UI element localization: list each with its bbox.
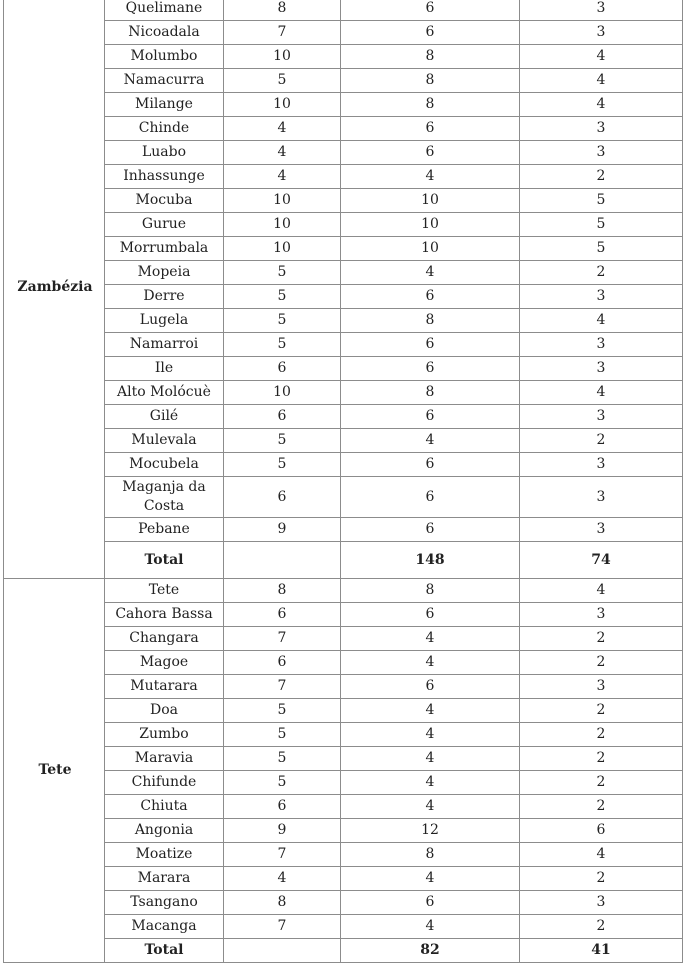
value-cell: 7 <box>224 915 341 939</box>
value-cell: 4 <box>224 165 341 189</box>
value-cell: 6 <box>341 21 520 45</box>
value-cell: 7 <box>224 627 341 651</box>
district-cell: Maganja da Costa <box>105 477 224 518</box>
value-cell: 9 <box>224 819 341 843</box>
table-row <box>4 237 683 261</box>
value-cell: 4 <box>341 915 520 939</box>
value-cell: 6 <box>341 477 520 518</box>
district-cell: Molumbo <box>105 45 224 69</box>
total-value: 41 <box>520 939 683 963</box>
total-value <box>224 939 341 963</box>
value-cell: 3 <box>520 453 683 477</box>
value-cell: 10 <box>224 93 341 117</box>
district-cell: Milange <box>105 93 224 117</box>
value-cell: 2 <box>520 747 683 771</box>
value-cell: 2 <box>520 699 683 723</box>
value-cell: 10 <box>224 45 341 69</box>
table-row <box>4 69 683 93</box>
value-cell: 4 <box>520 309 683 333</box>
district-cell: Namarroi <box>105 333 224 357</box>
table-row <box>4 333 683 357</box>
value-cell: 5 <box>224 453 341 477</box>
district-cell: Moatize <box>105 843 224 867</box>
value-cell: 5 <box>520 189 683 213</box>
district-cell: Namacurra <box>105 69 224 93</box>
value-cell: 2 <box>520 795 683 819</box>
value-cell: 4 <box>341 165 520 189</box>
value-cell: 4 <box>341 723 520 747</box>
district-cell: Gilé <box>105 405 224 429</box>
value-cell: 5 <box>224 333 341 357</box>
value-cell: 5 <box>224 429 341 453</box>
table-row <box>4 261 683 285</box>
value-cell: 6 <box>224 795 341 819</box>
table-row <box>4 603 683 627</box>
value-cell: 5 <box>224 723 341 747</box>
value-cell: 2 <box>520 915 683 939</box>
value-cell: 6 <box>224 603 341 627</box>
district-cell: Angonia <box>105 819 224 843</box>
value-cell: 6 <box>341 405 520 429</box>
value-cell: 4 <box>341 867 520 891</box>
value-cell: 5 <box>520 237 683 261</box>
value-cell: 10 <box>224 189 341 213</box>
value-cell: 3 <box>520 477 683 518</box>
value-cell: 4 <box>341 627 520 651</box>
table-row <box>4 453 683 477</box>
value-cell: 4 <box>520 45 683 69</box>
value-cell: 6 <box>341 285 520 309</box>
value-cell: 6 <box>341 891 520 915</box>
value-cell: 5 <box>224 747 341 771</box>
value-cell: 8 <box>341 69 520 93</box>
table-row <box>4 518 683 542</box>
district-cell: Cahora Bassa <box>105 603 224 627</box>
value-cell: 8 <box>224 579 341 603</box>
value-cell: 4 <box>520 381 683 405</box>
district-cell: Mutarara <box>105 675 224 699</box>
district-cell: Morrumbala <box>105 237 224 261</box>
value-cell: 6 <box>341 141 520 165</box>
value-cell: 4 <box>520 93 683 117</box>
value-cell: 4 <box>520 579 683 603</box>
value-cell: 8 <box>341 579 520 603</box>
district-cell: Chiuta <box>105 795 224 819</box>
table-row <box>4 819 683 843</box>
value-cell: 6 <box>224 405 341 429</box>
district-cell: Luabo <box>105 141 224 165</box>
district-cell: Gurue <box>105 213 224 237</box>
table-row <box>4 795 683 819</box>
district-cell: Lugela <box>105 309 224 333</box>
value-cell: 3 <box>520 603 683 627</box>
value-cell: 8 <box>341 843 520 867</box>
value-cell: 4 <box>341 771 520 795</box>
table-row <box>4 627 683 651</box>
district-cell: Quelimane <box>105 0 224 21</box>
table-row <box>4 21 683 45</box>
table-row <box>4 357 683 381</box>
value-cell: 2 <box>520 165 683 189</box>
value-cell: 3 <box>520 675 683 699</box>
value-cell: 8 <box>224 891 341 915</box>
value-cell: 4 <box>520 69 683 93</box>
value-cell: 3 <box>520 141 683 165</box>
value-cell: 3 <box>520 117 683 141</box>
value-cell: 6 <box>341 453 520 477</box>
value-cell: 4 <box>341 429 520 453</box>
district-cell: Chifunde <box>105 771 224 795</box>
table-row <box>4 747 683 771</box>
value-cell: 9 <box>224 518 341 542</box>
value-cell: 3 <box>520 405 683 429</box>
value-cell: 7 <box>224 675 341 699</box>
table-row <box>4 117 683 141</box>
table-row <box>4 141 683 165</box>
value-cell: 6 <box>224 651 341 675</box>
table-row <box>4 45 683 69</box>
value-cell: 4 <box>341 795 520 819</box>
value-cell: 10 <box>341 237 520 261</box>
value-cell: 6 <box>520 819 683 843</box>
value-cell: 4 <box>341 747 520 771</box>
district-cell: Pebane <box>105 518 224 542</box>
district-cell: Alto Molócuè <box>105 381 224 405</box>
district-cell: Marara <box>105 867 224 891</box>
value-cell: 7 <box>224 843 341 867</box>
value-cell: 6 <box>341 0 520 21</box>
value-cell: 4 <box>341 261 520 285</box>
table-row <box>4 867 683 891</box>
table-row <box>4 723 683 747</box>
value-cell: 2 <box>520 723 683 747</box>
total-value: 148 <box>341 542 520 579</box>
value-cell: 6 <box>341 603 520 627</box>
table-row <box>4 771 683 795</box>
table-row <box>4 675 683 699</box>
value-cell: 12 <box>341 819 520 843</box>
value-cell: 5 <box>520 213 683 237</box>
value-cell: 2 <box>520 651 683 675</box>
table-row <box>4 213 683 237</box>
district-cell: Derre <box>105 285 224 309</box>
value-cell: 10 <box>224 213 341 237</box>
province-cell: Zambézia <box>4 0 105 579</box>
value-cell: 5 <box>224 771 341 795</box>
value-cell: 6 <box>341 117 520 141</box>
value-cell: 2 <box>520 261 683 285</box>
table-row <box>4 477 683 518</box>
district-cell: Mopeia <box>105 261 224 285</box>
value-cell: 6 <box>224 357 341 381</box>
value-cell: 6 <box>341 333 520 357</box>
value-cell: 3 <box>520 285 683 309</box>
value-cell: 4 <box>224 141 341 165</box>
value-cell: 4 <box>224 867 341 891</box>
district-cell: Doa <box>105 699 224 723</box>
district-cell: Mulevala <box>105 429 224 453</box>
total-label: Total <box>105 542 224 579</box>
value-cell: 4 <box>341 651 520 675</box>
value-cell: 2 <box>520 771 683 795</box>
table-row <box>4 165 683 189</box>
district-cell: Ile <box>105 357 224 381</box>
value-cell: 2 <box>520 867 683 891</box>
district-cell: Mocuba <box>105 189 224 213</box>
total-label: Total <box>105 939 224 963</box>
table-row <box>4 285 683 309</box>
value-cell: 4 <box>224 117 341 141</box>
value-cell: 4 <box>341 699 520 723</box>
table-row <box>4 93 683 117</box>
value-cell: 7 <box>224 21 341 45</box>
district-cell: Macanga <box>105 915 224 939</box>
value-cell: 10 <box>224 237 341 261</box>
total-value: 74 <box>520 542 683 579</box>
value-cell: 10 <box>341 213 520 237</box>
value-cell: 2 <box>520 429 683 453</box>
value-cell: 6 <box>341 675 520 699</box>
value-cell: 6 <box>224 477 341 518</box>
value-cell: 10 <box>224 381 341 405</box>
table-row <box>4 843 683 867</box>
table-row <box>4 579 683 603</box>
value-cell: 2 <box>520 627 683 651</box>
table-row <box>4 891 683 915</box>
value-cell: 6 <box>341 518 520 542</box>
value-cell: 3 <box>520 357 683 381</box>
table-row <box>4 0 683 21</box>
table-row <box>4 381 683 405</box>
district-cell: Tete <box>105 579 224 603</box>
district-table <box>3 0 683 963</box>
table-row <box>4 429 683 453</box>
district-cell: Maravia <box>105 747 224 771</box>
district-cell: Nicoadala <box>105 21 224 45</box>
value-cell: 5 <box>224 261 341 285</box>
district-cell: Chinde <box>105 117 224 141</box>
value-cell: 5 <box>224 285 341 309</box>
value-cell: 10 <box>341 189 520 213</box>
table-row <box>4 309 683 333</box>
value-cell: 8 <box>341 93 520 117</box>
total-row <box>4 939 683 963</box>
table-row <box>4 651 683 675</box>
value-cell: 3 <box>520 21 683 45</box>
table-row <box>4 915 683 939</box>
district-cell: Tsangano <box>105 891 224 915</box>
value-cell: 8 <box>341 45 520 69</box>
value-cell: 5 <box>224 309 341 333</box>
value-cell: 8 <box>341 381 520 405</box>
total-value: 82 <box>341 939 520 963</box>
value-cell: 8 <box>224 0 341 21</box>
district-cell: Changara <box>105 627 224 651</box>
table-row <box>4 405 683 429</box>
total-row <box>4 542 683 579</box>
table-row <box>4 699 683 723</box>
district-cell: Zumbo <box>105 723 224 747</box>
value-cell: 5 <box>224 699 341 723</box>
district-cell: Magoe <box>105 651 224 675</box>
district-cell: Inhassunge <box>105 165 224 189</box>
value-cell: 3 <box>520 0 683 21</box>
value-cell: 6 <box>341 357 520 381</box>
value-cell: 8 <box>341 309 520 333</box>
province-cell: Tete <box>4 579 105 963</box>
district-cell: Mocubela <box>105 453 224 477</box>
value-cell: 3 <box>520 333 683 357</box>
value-cell: 4 <box>520 843 683 867</box>
value-cell: 3 <box>520 518 683 542</box>
total-value <box>224 542 341 579</box>
table-body <box>4 0 683 963</box>
table-row <box>4 189 683 213</box>
value-cell: 5 <box>224 69 341 93</box>
value-cell: 3 <box>520 891 683 915</box>
